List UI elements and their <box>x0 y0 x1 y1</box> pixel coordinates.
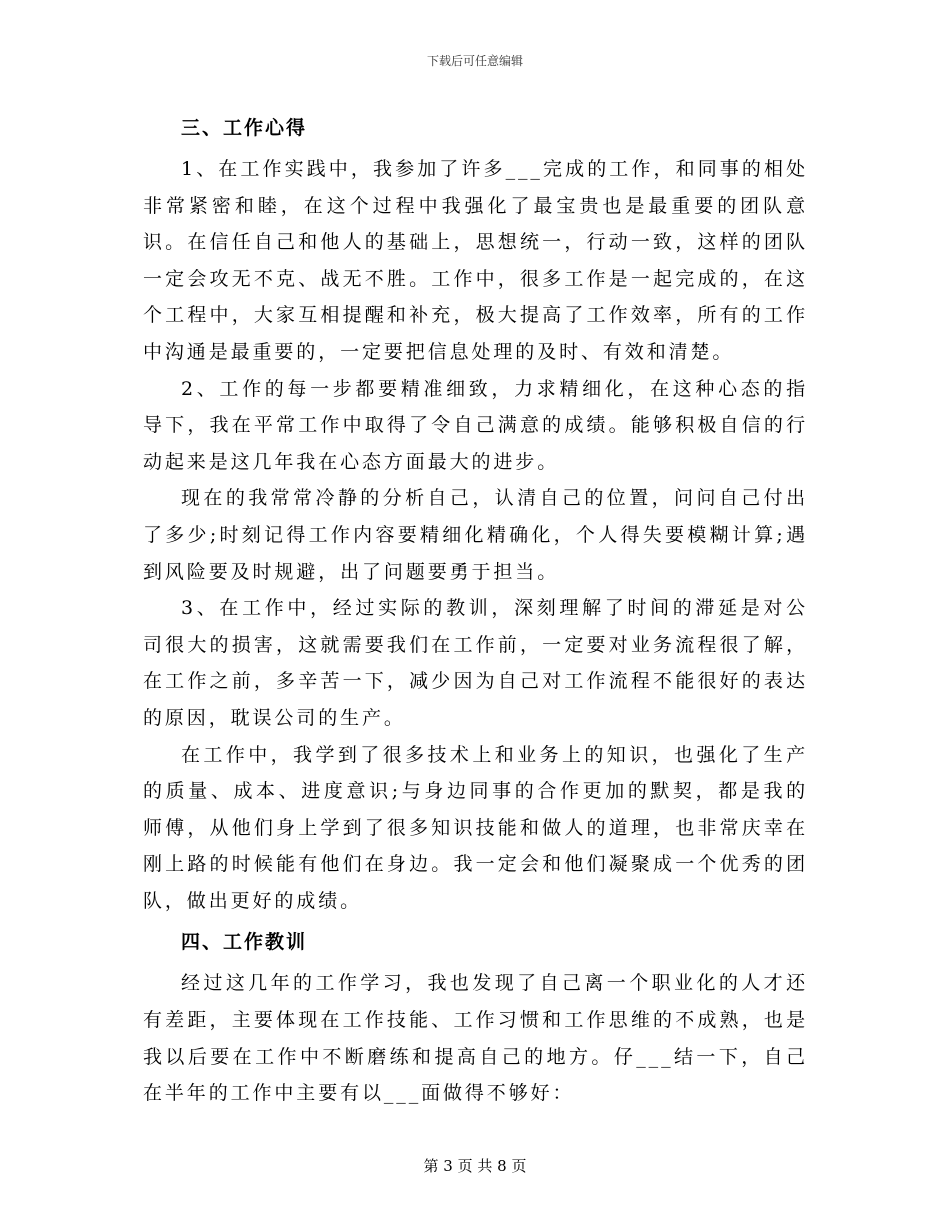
paragraph-3: 现在的我常常冷静的分析自己，认清自己的位置，问问自己付出了多少;时刻记得工作内容要精细化精确化，个人得失要模糊计算;遇到风险要及时规避，出了问题要勇于担当。 <box>143 487 808 583</box>
paragraph-5: 在工作中，我学到了很多技术上和业务上的知识，也强化了生产的质量、成本、进度意识;与身边同事的合作更加的默契，都是我的师傅，从他们身上学到了很多知识技能和做人的道理，也非常庆幸在刚上路的时候能有他们在身边。我一定会和他们凝聚成一个优秀的团队，做出更好的成绩。 <box>143 743 808 912</box>
page-header: 下载后可任意编辑 <box>426 54 523 68</box>
paragraph-1: 1、在工作实践中，我参加了许多___完成的工作，和同事的相处非常紧密和睦，在这个过程中我强化了最宝贵也是最重要的团队意识。在信任自己和他人的基础上，思想统一，行动一致，这样的团队一定会攻无不克、战无不胜。工作中，很多工作是一起完成的，在这个工程中，大家互相提醒和补充，极大提高了工作效率，所有的工作中沟通是最重要的，一定要把信息处理的及时、有效和清楚。 <box>143 158 808 363</box>
section-heading-3: 三、工作心得 <box>181 117 308 139</box>
document-body <box>143 105 808 1112</box>
section-heading-4: 四、工作教训 <box>181 931 308 954</box>
page-number: 第 3 页 共 8 页 <box>423 1157 527 1175</box>
paragraph-6: 经过这几年的工作学习，我也发现了自己离一个职业化的人才还有差距，主要体现在工作技能、工作习惯和工作思维的不成熟，也是我以后要在工作中不断磨练和提高自己的地方。仔___结一下，自己在半年的工作中主要有以___面做得不够好： <box>143 972 808 1105</box>
paragraph-2: 2、工作的每一步都要精准细致，力求精细化，在这种心态的指导下，我在平常工作中取得了令自己满意的成绩。能够积极自信的行动起来是这几年我在心态方面最大的进步。 <box>143 377 808 473</box>
paragraph-4: 3、在工作中，经过实际的教训，深刻理解了时间的滞延是对公司很大的损害，这就需要我们在工作前，一定要对业务流程很了解，在工作之前，多辛苦一下，减少因为自己对工作流程不能很好的表达的原因，耽误公司的生产。 <box>143 597 808 729</box>
